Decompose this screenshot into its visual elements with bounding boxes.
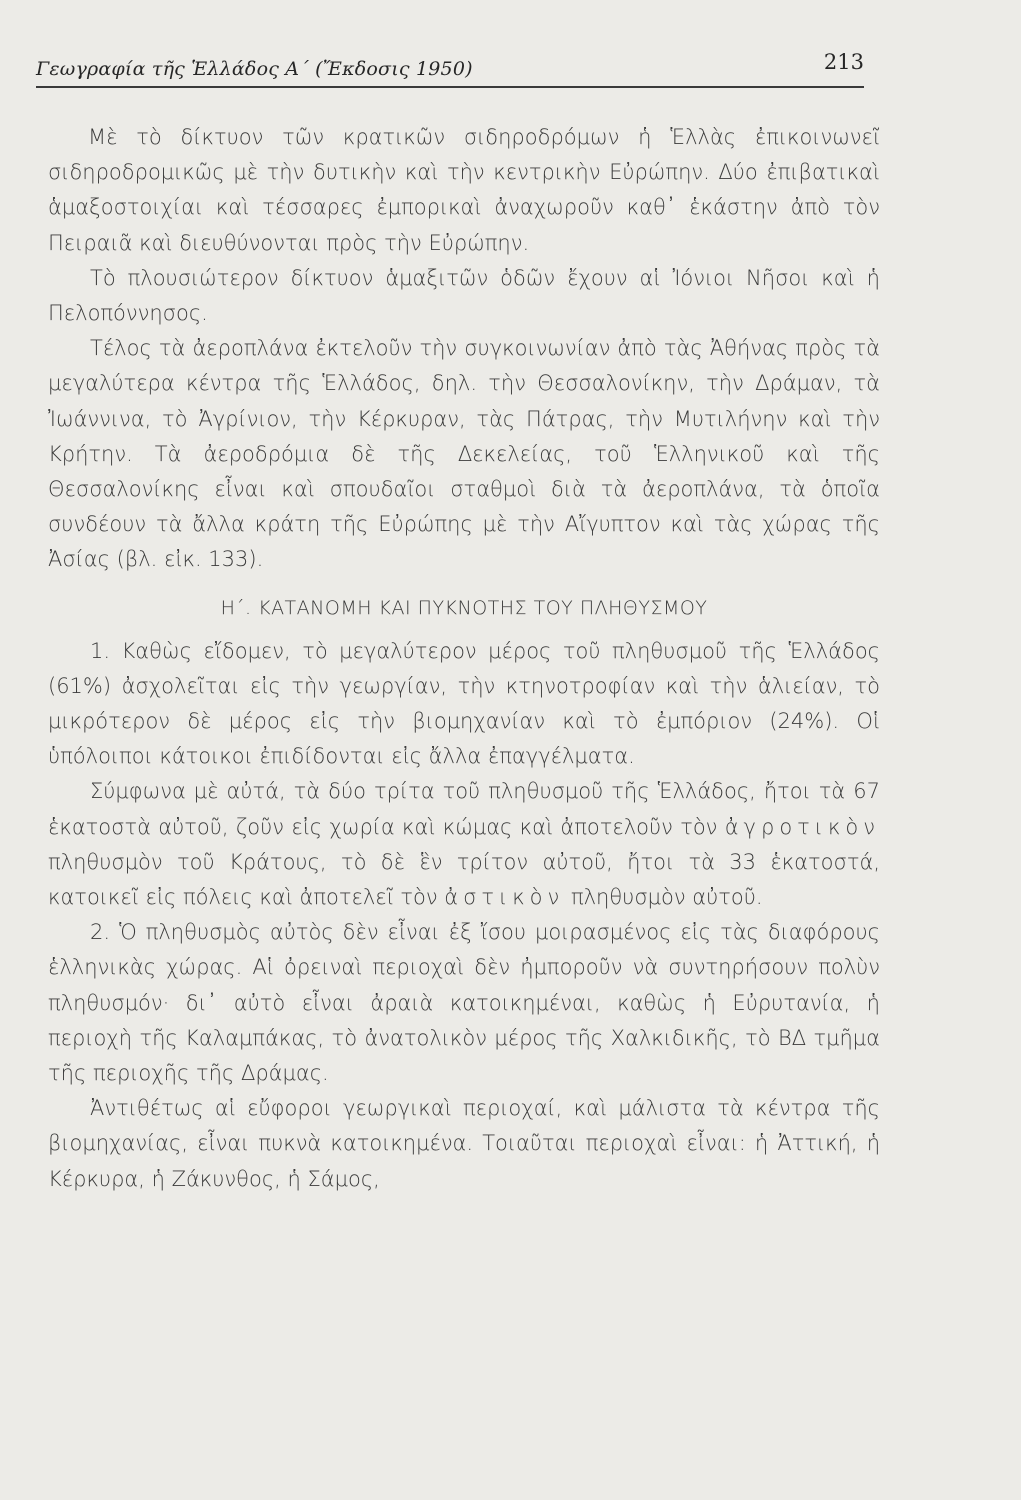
emphasis-rural: ἀγροτικὸν xyxy=(724,814,880,839)
page-number: 213 xyxy=(823,50,864,74)
paragraph-occupations: 1. Καθὼς εἴδομεν, τὸ μεγαλύτερον μέρος τοῦ πληθυσμοῦ τῆς Ἑλλάδος (61%) ἀσχολεῖται εἰς τὴν γεωργίαν, τὴν κτηνοτροφίαν καὶ τὴν ἁλιείαν, τὸ μικρότερον δὲ μέρος εἰς τὴν βιομηχανίαν καὶ τὸ ἐμπόριον (24%). Οἱ ὑπόλοιποι κάτοικοι ἐπιδίδονται εἰς ἄλλα ἐπαγγέλματα. xyxy=(48,638,880,769)
text-segment: Σύμφωνα μὲ αὐτά, τὰ δύο τρίτα τοῦ πληθυσμοῦ τῆς Ἑλλάδος, ἤτοι τὰ 67 ἑκατοστὰ αὐτοῦ, ζοῦν εἰς χωρία καὶ κώμας καὶ ἀποτελοῦν τὸν xyxy=(48,779,880,839)
text-segment: πληθυσμὸν τοῦ Κράτους, τὸ δὲ ἓν τρίτον αὐτοῦ, ἤτοι τὰ 33 ἑκατοστά, κατοικεῖ εἰς πόλεις καὶ ἀποτελεῖ τὸν xyxy=(48,849,880,910)
section-heading: Η΄. ΚΑΤΑΝΟΜΗ ΚΑΙ ΠΥΚΝΟΤΗΣ ΤΟΥ ΠΛΗΘΥΣΜΟΥ xyxy=(220,596,708,619)
text-segment: πληθυσμὸν αὐτοῦ. xyxy=(564,885,763,910)
page-header xyxy=(36,50,864,88)
page-body xyxy=(48,120,880,1197)
emphasis-urban: ἀστικὸν xyxy=(444,885,565,910)
paragraph-airplanes: Τέλος τὰ ἀεροπλάνα ἐκτελοῦν τὴν συγκοινωνίαν ἀπὸ τὰς Ἀθήνας πρὸς τὰ μεγαλύτερα κέντρα τῆς Ἑλλάδος, δηλ. τὴν Θεσσαλονίκην, τὴν Δράμαν, τὰ Ἰωάννινα, τὸ Ἀγρίνιον, τὴν Κέρκυραν, τὰς Πάτρας, τὴν Μυτιλήνην καὶ τὴν Κρήτην. Τὰ ἀεροδρόμια δὲ τῆς Δεκελείας, τοῦ Ἑλληνικοῦ καὶ τῆς Θεσσαλονίκης εἶναι καὶ σπουδαῖοι σταθμοὶ διὰ τὰ ἀεροπλάνα, τὰ ὁποῖα συνδέουν τὰ ἄλλα κράτη τῆς Εὐρώπης μὲ τὴν Αἴγυπτον καὶ τὰς χώρας τῆς Ἀσίας (βλ. εἰκ. 133). xyxy=(48,336,880,572)
paragraph-dense-regions: Ἀντιθέτως αἱ εὔφοροι γεωργικαὶ περιοχαί, καὶ μάλιστα τὰ κέντρα τῆς βιομηχανίας, εἶναι πυκνὰ κατοικημένα. Τοιαῦται περιοχαὶ εἶναι: ἡ Ἀττική, ἡ Κέρκυρα, ἡ Ζάκυνθος, ἡ Σάμος, xyxy=(48,1096,880,1191)
paragraph-rural-urban xyxy=(48,774,880,915)
paragraph-railways: Μὲ τὸ δίκτυον τῶν κρατικῶν σιδηροδρόμων ἡ Ἑλλὰς ἐπικοινωνεῖ σιδηροδρομικῶς μὲ τὴν δυτικὴν καὶ τὴν κεντρικὴν Εὐρώπην. Δύο ἐπιβατικαὶ ἁμαξοστοιχίαι καὶ τέσσαρες ἐμπορικαὶ ἀναχωροῦν καθ᾽ ἑκάστην ἀπὸ τὸν Πειραιᾶ καὶ διευθύνονται πρὸς τὴν Εὐρώπην. xyxy=(48,125,880,255)
paragraph-roads: Τὸ πλουσιώτερον δίκτυον ἁμαξιτῶν ὁδῶν ἔχουν αἱ Ἰόνιοι Νῆσοι καὶ ἡ Πελοπόννησος. xyxy=(48,265,880,326)
paragraph-distribution: 2. Ὁ πληθυσμὸς αὐτὸς δὲν εἶναι ἐξ ἴσου μοιρασμένος εἰς τὰς διαφόρους ἑλληνικὰς χώρας. Αἱ ὀρειναὶ περιοχαὶ δὲν ἠμποροῦν νὰ συντηρήσουν πολὺν πληθυσμόν· δι᾽ αὐτὸ εἶναι ἀραιὰ κατοικημέναι, καθὼς ἡ Εὐρυτανία, ἡ περιοχὴ τῆς Καλαμπάκας, τὸ ἀνατολικὸν μέρος τῆς Χαλκιδικῆς, τὸ ΒΔ τμῆμα τῆς περιοχῆς τῆς Δράμας. xyxy=(48,920,880,1086)
running-title: Γεωγραφία τῆς Ἑλλάδος Α΄ (Ἔκδοσις 1950) xyxy=(36,58,473,80)
